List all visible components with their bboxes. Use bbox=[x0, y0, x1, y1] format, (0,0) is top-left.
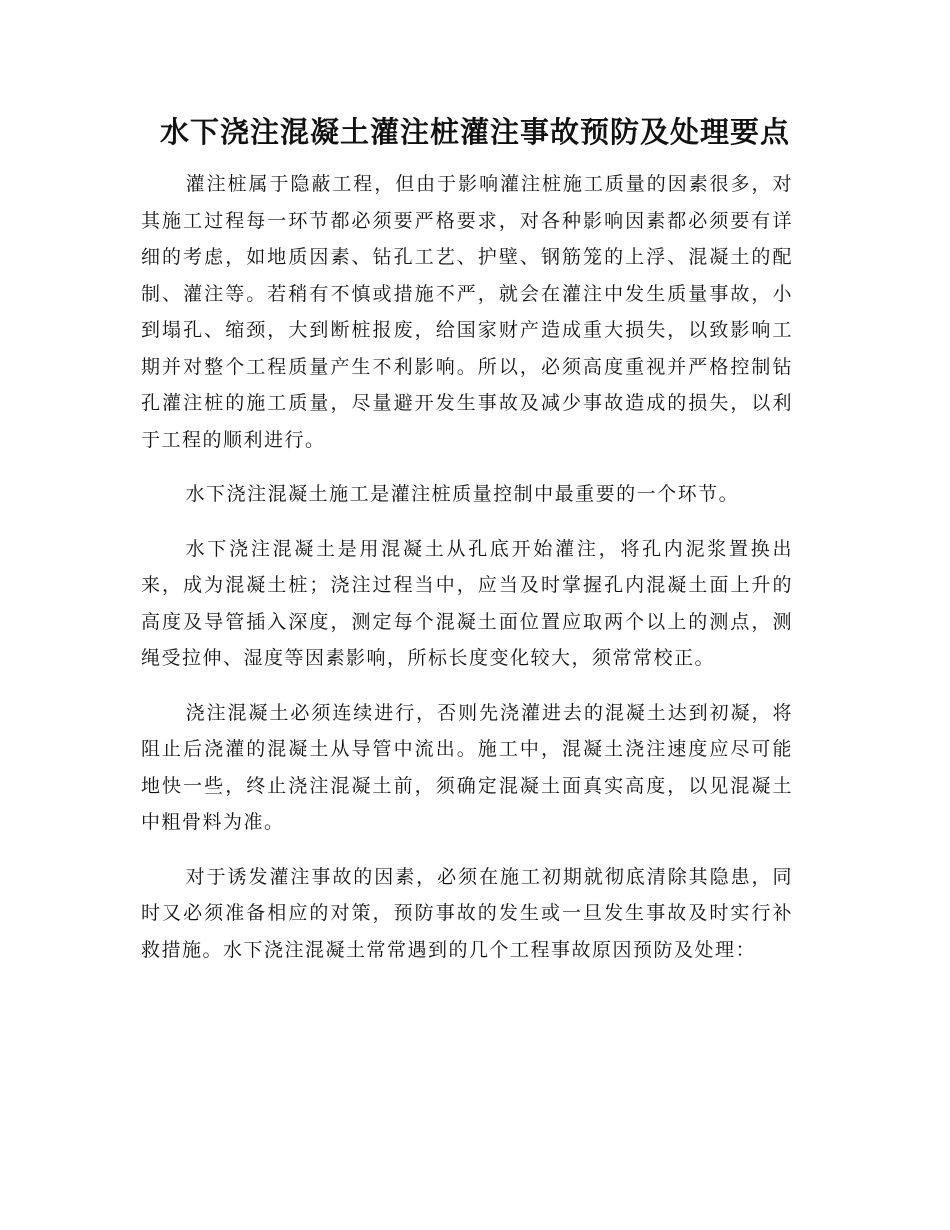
paragraph-key-step: 水下浇注混凝土施工是灌注桩质量控制中最重要的一个环节。 bbox=[185, 483, 740, 505]
document-title: 水下浇注混凝土灌注桩灌注事故预防及处理要点 bbox=[159, 115, 790, 149]
paragraph-intro: 灌注桩属于隐蔽工程，但由于影响灌注桩施工质量的因素很多，对其施工过程每一环节都必须要严格要求，对各种影响因素都必须要有详细的考虑，如地质因素、钻孔工艺、护壁、钢筋笼的上浮、混凝土的配制、灌注等。若稍有不慎或措施不严，就会在灌注中发生质量事故，小到塌孔、缩颈，大到断桩报废，给国家财产造成重大损失，以致影响工期并对整个工程质量产生不利影响。所以，必须高度重视并严格控制钻孔灌注桩的施工质量，尽量避开发生事故及减少事故造成的损失，以利于工程的顺利进行。 bbox=[141, 173, 793, 451]
paragraph-process: 水下浇注混凝土是用混凝土从孔底开始灌注，将孔内泥浆置换出来，成为混凝土桩；浇注过程当中，应当及时掌握孔内混凝土面上升的高度及导管插入深度，测定每个混凝土面位置应取两个以上的测点，测绳受拉伸、湿度等因素影响，所标长度变化较大，须常常校正。 bbox=[141, 537, 793, 669]
paragraph-continuous-pour: 浇注混凝土必须连续进行，否则先浇灌进去的混凝土达到初凝，将阻止后浇灌的混凝土从导管中流出。施工中，混凝土浇注速度应尽可能地快一些，终止浇注混凝土前，须确定混凝土面真实高度，以见混凝土中粗骨料为准。 bbox=[141, 701, 793, 833]
paragraph-accident-prevention: 对于诱发灌注事故的因素，必须在施工初期就彻底清除其隐患，同时又必须准备相应的对策，预防事故的发生或一旦发生事故及时实行补救措施。水下浇注混凝土常常遇到的几个工程事故原因预防及处理： bbox=[141, 865, 793, 961]
document-body bbox=[141, 166, 793, 986]
